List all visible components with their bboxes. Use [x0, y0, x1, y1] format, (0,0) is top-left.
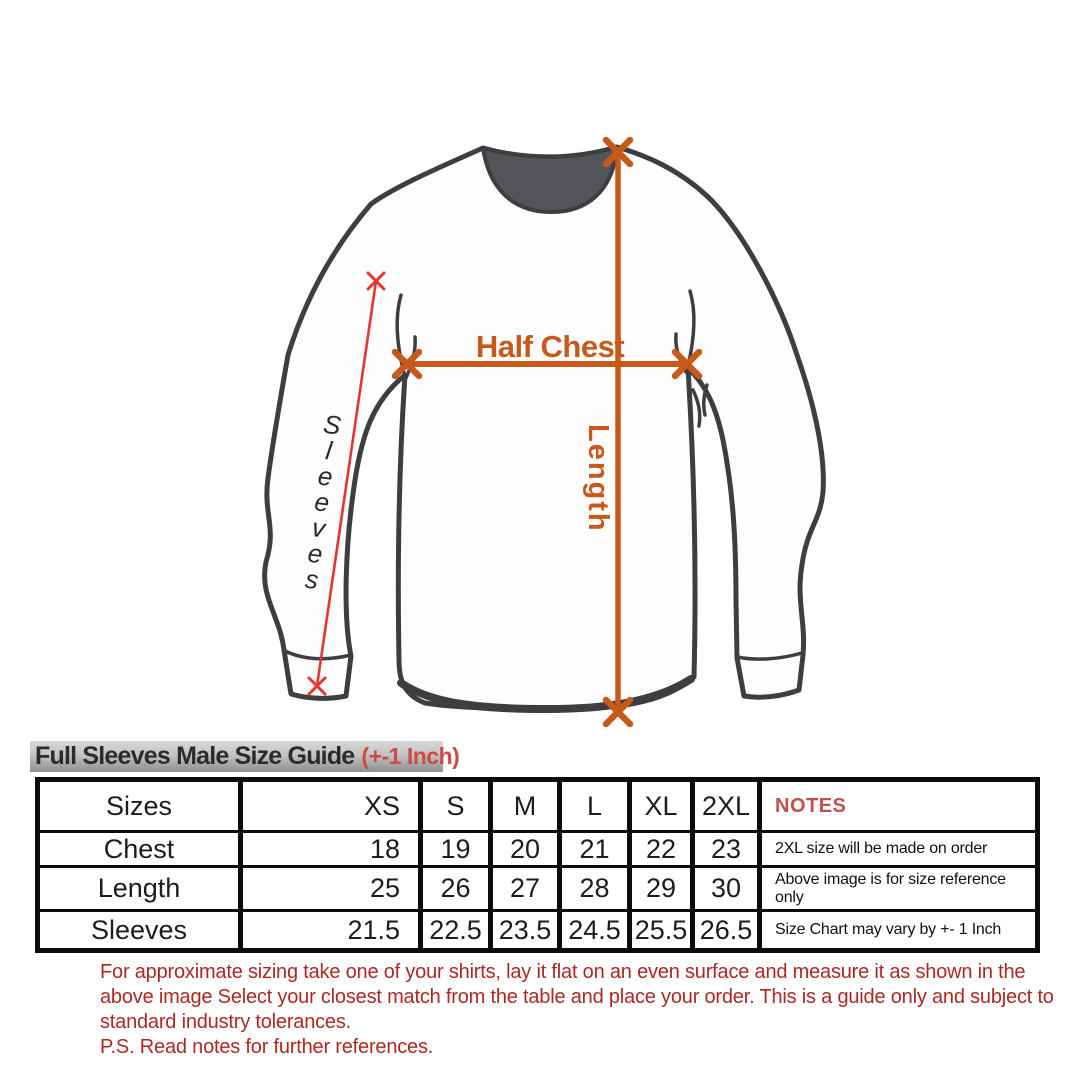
chest-2xl: 23: [695, 833, 762, 868]
header-sizes: Sizes: [40, 782, 243, 833]
sleeves-xs: 21.5: [243, 912, 423, 948]
sleeves-l: 24.5: [562, 912, 632, 948]
length-l: 28: [562, 868, 632, 912]
header-2xl: 2XL: [695, 782, 762, 833]
footer-instructions: [100, 960, 1054, 1060]
length-xs: 25: [243, 868, 423, 912]
chest-l: 21: [562, 833, 632, 868]
header-s: S: [423, 782, 493, 833]
note-sleeves: Size Chart may vary by +- 1 Inch: [775, 921, 1002, 938]
length-xl: 29: [632, 868, 695, 912]
length-m: 27: [493, 868, 562, 912]
row-label-chest: Chest: [40, 833, 243, 868]
note-length: Above image is for size reference only: [762, 868, 1035, 912]
sleeves-2xl: 26.5: [695, 912, 762, 948]
footer-line: For approximate sizing take one of your shirts, lay it flat on an even surface and measure it as shown in the: [100, 961, 1026, 983]
sleeves-letter: S: [321, 408, 343, 441]
header-xs: XS: [243, 782, 423, 833]
sleeves-xl: 25.5: [632, 912, 695, 948]
sleeves-letter: e: [312, 486, 332, 518]
sleeves-letter: v: [310, 512, 328, 544]
footer-line: standard industry tolerances.: [100, 1011, 352, 1033]
sleeves-letter: s: [303, 563, 321, 596]
size-guide-title-bar: [30, 741, 460, 772]
sleeves-letter: e: [316, 460, 335, 493]
sleeves-letter: e: [306, 537, 325, 570]
length-s: 26: [423, 868, 493, 912]
title-tolerance: (+-1 Inch): [361, 743, 460, 769]
header-m: M: [493, 782, 562, 833]
sleeves-letter: l: [323, 435, 334, 466]
note-chest: 2XL size will be made on order: [762, 833, 1035, 868]
half-chest-label: Half Chest: [475, 329, 625, 364]
footer-line: above image Select your closest match from the table and place your order. This is a guide only and subject to: [100, 986, 1054, 1008]
sleeves-s: 22.5: [423, 912, 493, 948]
chest-xl: 22: [632, 833, 695, 868]
page-title: Full Sleeves Male Size Guide: [35, 742, 355, 770]
chest-xs: 18: [243, 833, 423, 868]
row-label-length: Length: [40, 868, 243, 912]
chest-s: 19: [423, 833, 493, 868]
footer-line: P.S. Read notes for further references.: [100, 1036, 434, 1058]
length-2xl: 30: [695, 868, 762, 912]
header-xl: XL: [632, 782, 695, 833]
header-notes: NOTES: [762, 782, 1035, 833]
sleeves-m: 23.5: [493, 912, 562, 948]
row-label-sleeves: Sleeves: [40, 912, 243, 948]
chest-m: 20: [493, 833, 562, 868]
header-l: L: [562, 782, 632, 833]
size-table: [35, 777, 1040, 953]
length-label: Length: [582, 424, 614, 533]
